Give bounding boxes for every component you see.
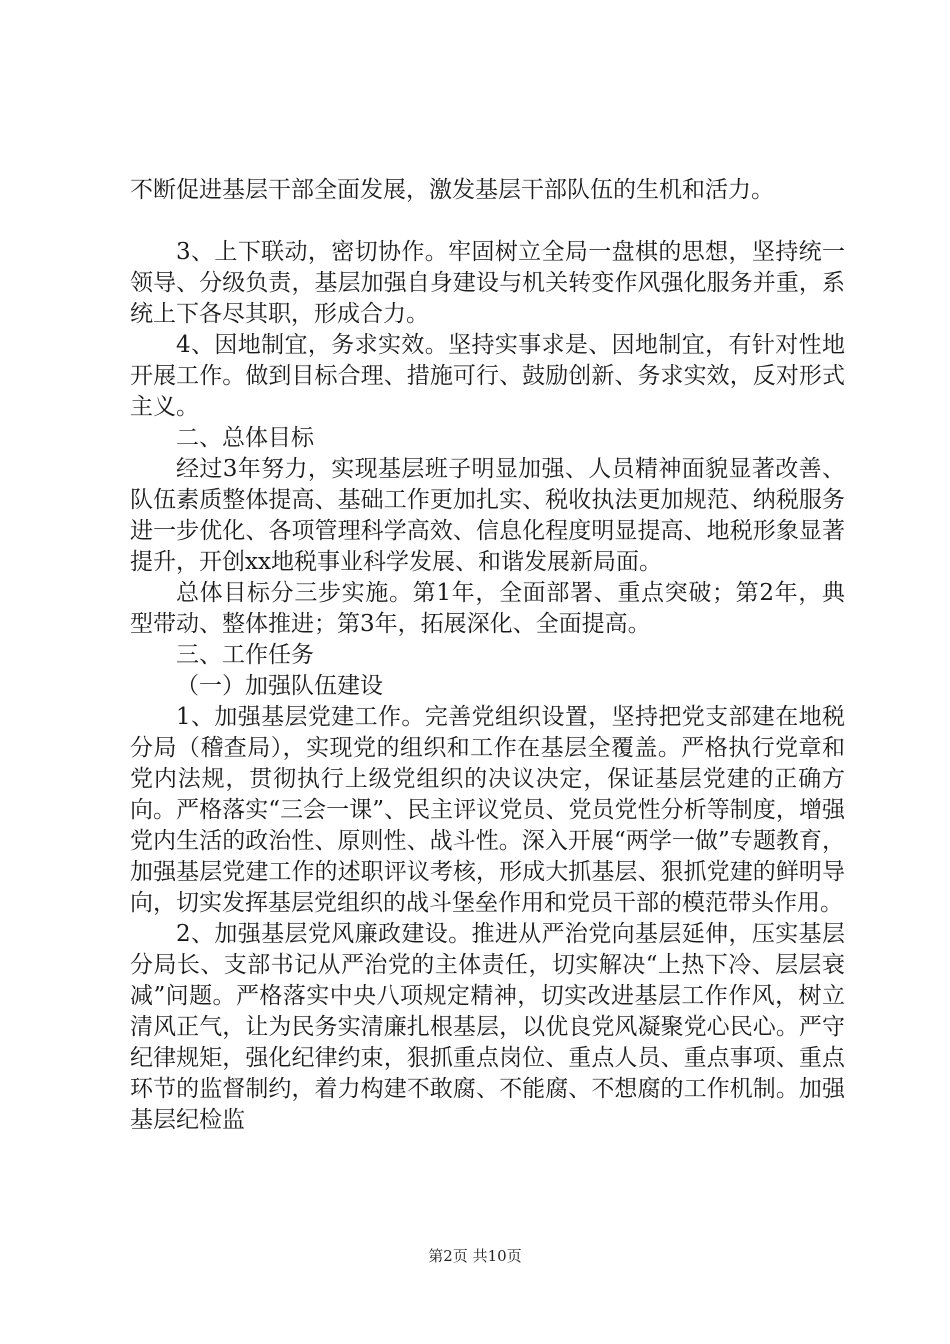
paragraph-three-steps: 总体目标分三步实施。第1年，全面部署、重点突破；第2年，典型带动、整体推进；第3年，拓展深化、全面提高。: [130, 580, 845, 637]
document-body: [130, 175, 845, 1136]
subsection-heading-team-building: （一）加强队伍建设: [176, 673, 383, 699]
paragraph-clean-governance: 2、加强基层党风廉政建设。推进从严治党向基层延伸，压实基层分局长、支部书记从严治党的主体责任，切实解决“上热下冷、层层衰减”问题。严格落实中央八项规定精神，切实改进基层工作作风，树立清风正气，让为民务实清廉扎根基层，以优良党风凝聚党心民心。严守纪律规矩，强化纪律约束，狠抓重点岗位、重点人员、重点事项、重点环节的监督制约，着力构建不敢腐、不能腐、不想腐的工作机制。加强基层纪检监: [130, 921, 845, 1133]
section-heading-tasks: 三、工作任务: [176, 642, 314, 668]
paragraph-party-building: 1、加强基层党建工作。完善党组织设置，坚持把党支部建在地税分局（稽查局），实现党的组织和工作在基层全覆盖。严格执行党章和党内法规，贯彻执行上级党组织的决议决定，保证基层党建的正确方向。严格落实“三会一课”、民主评议党员、党员党性分析等制度，增强党内生活的政治性、原则性、战斗性。深入开展“两学一做”专题教育，加强基层党建工作的述职评议考核，形成大抓基层、狠抓党建的鲜明导向，切实发挥基层党组织的战斗堡垒作用和党员干部的模范带头作用。: [130, 704, 845, 916]
paragraph-continuation: 不断促进基层干部全面发展，激发基层干部队伍的生机和活力。: [130, 177, 774, 203]
paragraph-principle-3: 3、上下联动，密切协作。牢固树立全局一盘棋的思想，坚持统一领导、分级负责，基层加强自身建设与机关转变作风强化服务并重，系统上下各尽其职，形成合力。: [130, 239, 845, 327]
section-heading-overall-goal: 二、总体目标: [176, 425, 314, 451]
paragraph-principle-4: 4、因地制宜，务求实效。坚持实事求是、因地制宜，有针对性地开展工作。做到目标合理、措施可行、鼓励创新、务求实效，反对形式主义。: [130, 332, 845, 420]
paragraph-overall-goal: 经过3年努力，实现基层班子明显加强、人员精神面貌显著改善、队伍素质整体提高、基础工作更加扎实、税收执法更加规范、纳税服务进一步优化、各项管理科学高效、信息化程度明显提高、地税形象显著提升，开创xx地税事业科学发展、和谐发展新局面。: [130, 456, 845, 575]
page-number-footer: 第2页 共10页: [428, 1247, 522, 1265]
